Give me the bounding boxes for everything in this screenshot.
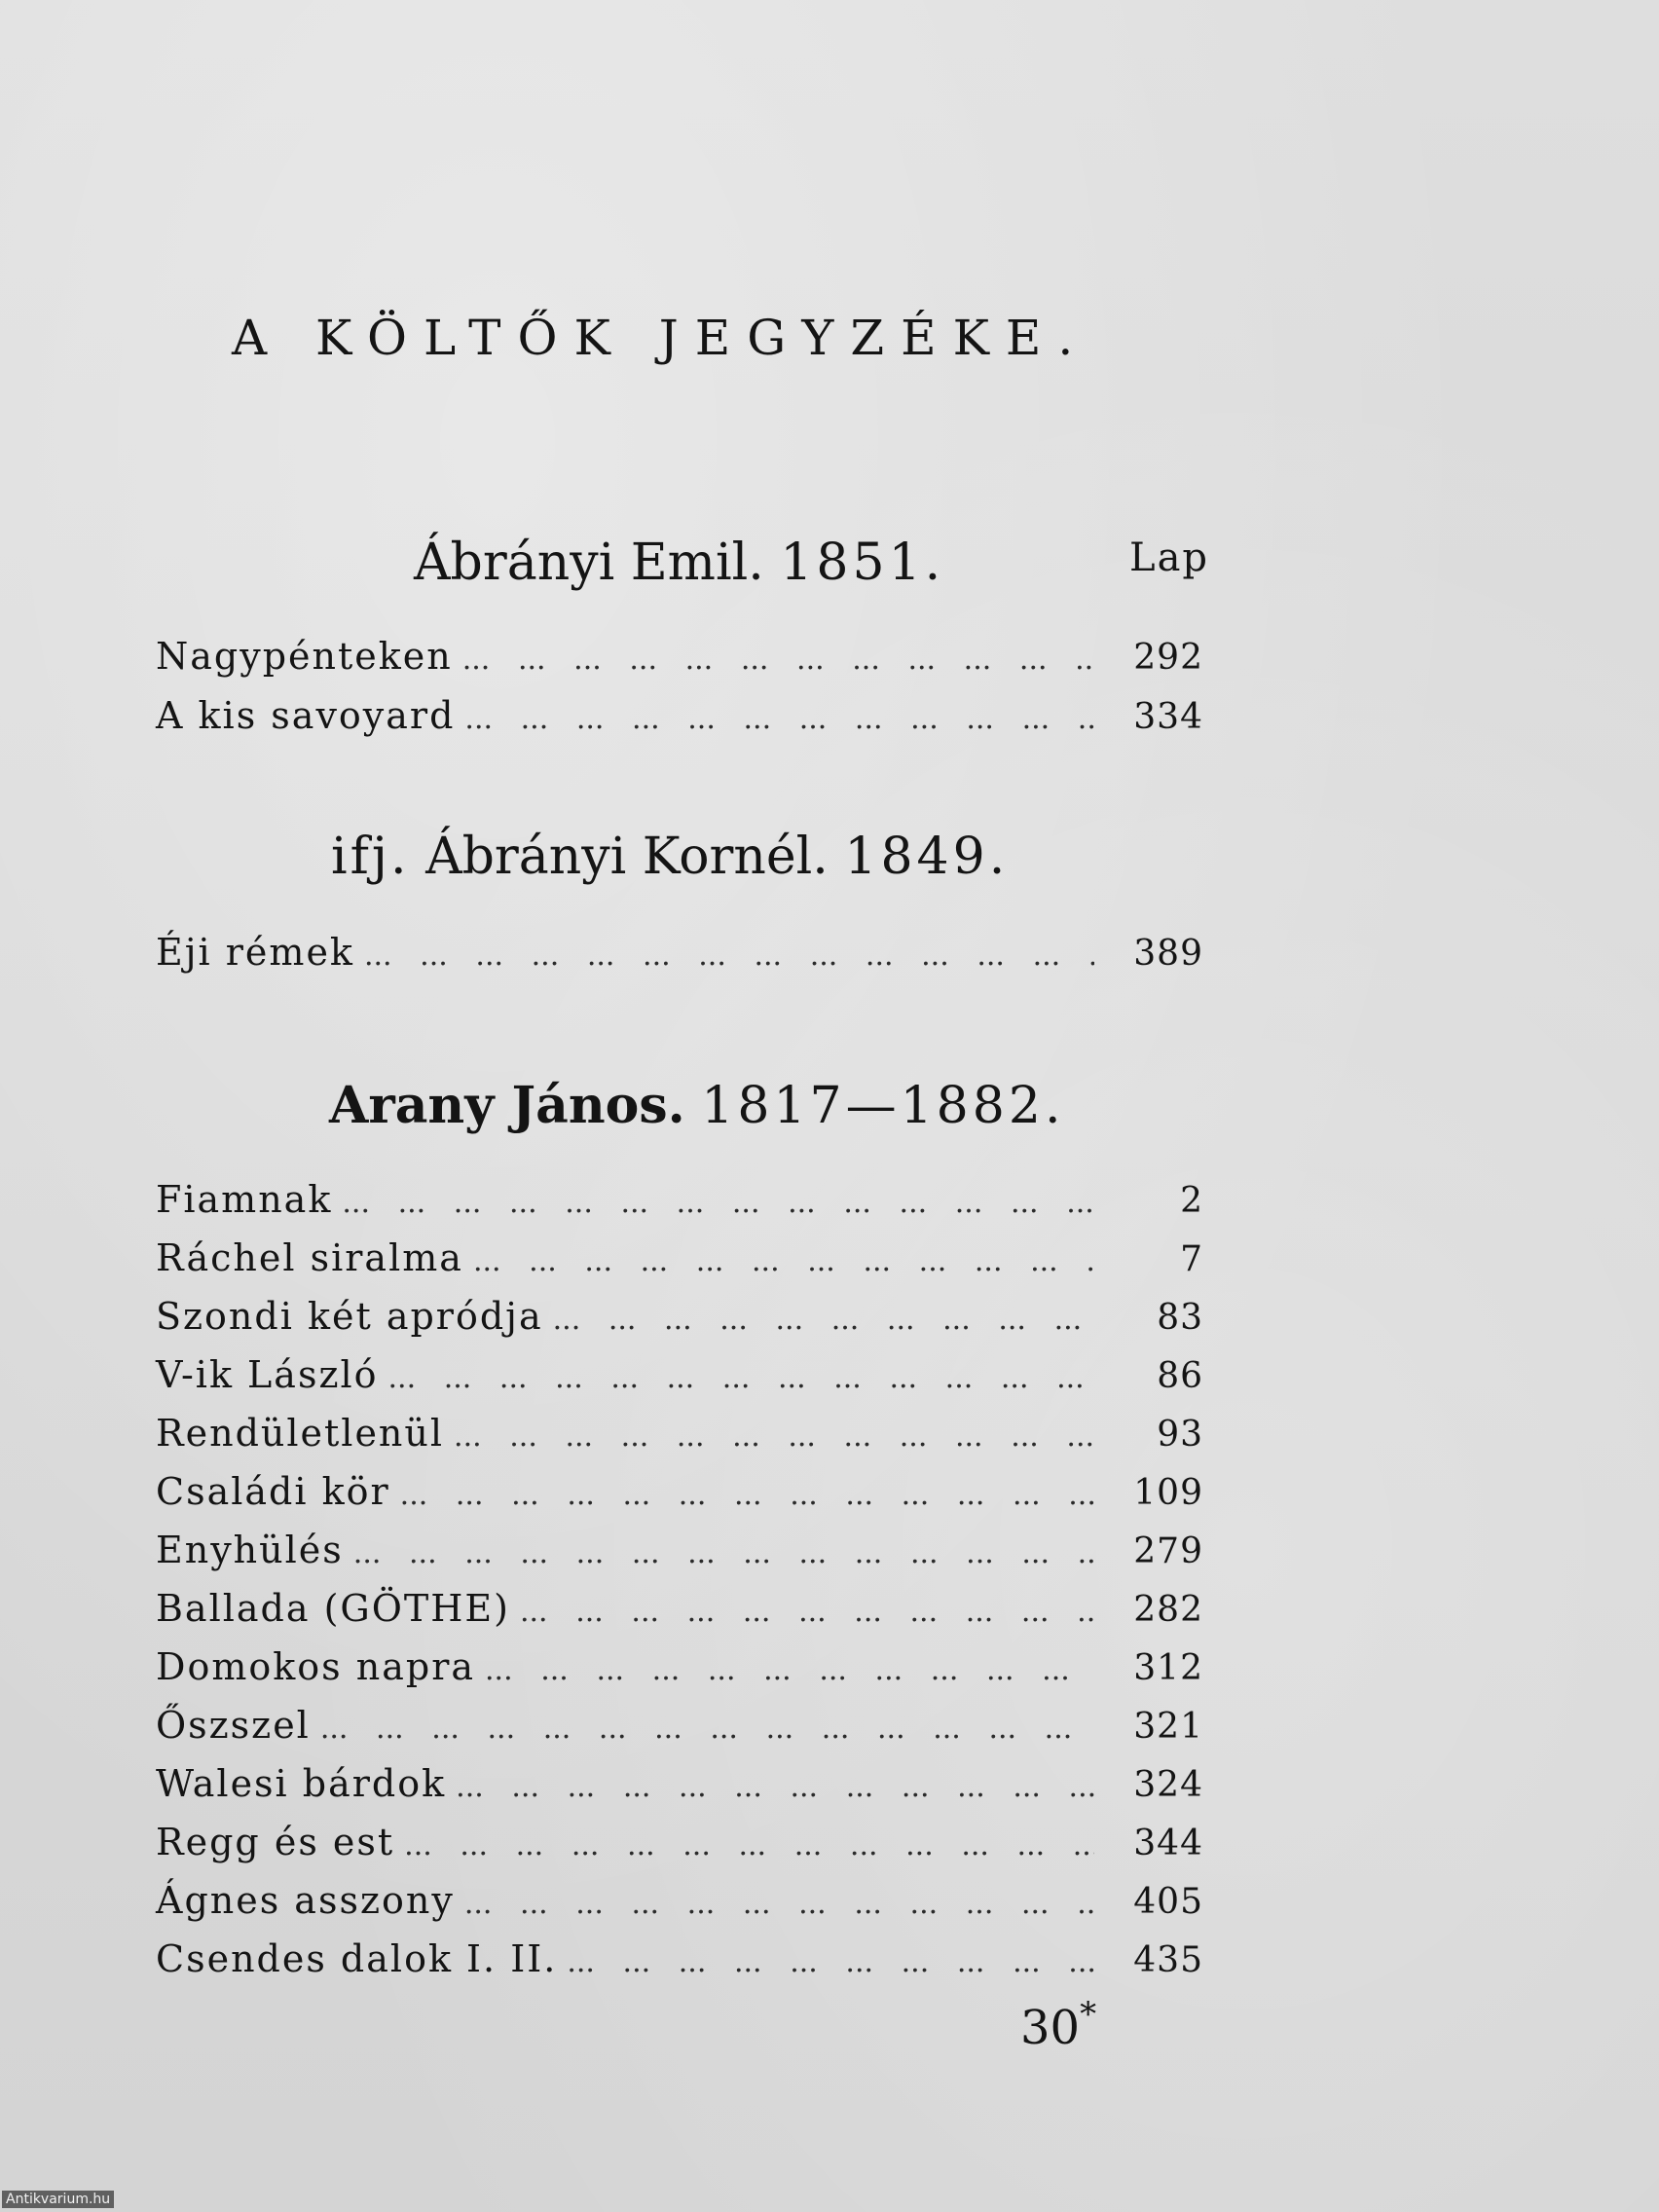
dot-leader [400, 1478, 1094, 1512]
author-name: Arany János. [329, 1076, 685, 1135]
toc-entry [156, 1295, 1203, 1351]
page-title: A KÖLTŐK JEGYZÉKE. [232, 310, 1090, 366]
toc-entry [156, 1236, 1203, 1293]
toc-entry [156, 1821, 1203, 1877]
dot-leader [473, 1244, 1094, 1278]
toc-entry [156, 1587, 1203, 1643]
author-name: Ábrányi Emil. [414, 534, 764, 592]
toc-entry [156, 1762, 1203, 1819]
entry-title: Rendületlenül [156, 1412, 445, 1455]
entry-title: Szondi két apródja [156, 1295, 543, 1338]
entry-title: Családi kör [156, 1470, 390, 1513]
toc-entry [156, 1470, 1203, 1527]
entry-page-number: 344 [1133, 1824, 1203, 1863]
author-years: 1851. [780, 534, 945, 592]
toc-entry [156, 1937, 1203, 1994]
toc-entry [156, 1879, 1203, 1936]
author-years: 1817—1882. [701, 1077, 1065, 1135]
entry-title: Fiamnak [156, 1178, 333, 1221]
toc-entry [156, 1645, 1203, 1702]
entry-page-number: 389 [1133, 934, 1203, 974]
toc-entry [156, 635, 1203, 691]
dot-leader [320, 1712, 1094, 1746]
dot-leader [454, 1419, 1094, 1454]
entry-title: Domokos napra [156, 1645, 476, 1688]
toc-entry [156, 1704, 1203, 1760]
dot-leader [567, 1945, 1094, 1979]
signature-number: 30 [1020, 2001, 1081, 2055]
author-years: 1849. [844, 828, 1010, 886]
entry-title: Enyhülés [156, 1529, 344, 1571]
toc-entry [156, 694, 1203, 751]
dot-leader [553, 1303, 1094, 1337]
entry-title: Walesi bárdok [156, 1762, 447, 1805]
entry-title: A kis savoyard [156, 694, 456, 737]
entry-page-number: 2 [1180, 1181, 1203, 1221]
dot-leader [520, 1595, 1094, 1629]
entry-page-number: 312 [1133, 1648, 1203, 1688]
entry-title: Ágnes asszony [156, 1879, 455, 1922]
dot-leader [404, 1828, 1094, 1862]
dot-leader [342, 1186, 1094, 1220]
entry-title: Regg és est [156, 1821, 395, 1863]
entry-title: Nagypénteken [156, 635, 453, 678]
entry-page-number: 109 [1133, 1473, 1203, 1513]
toc-entry [156, 1353, 1203, 1410]
dot-leader [456, 1770, 1094, 1804]
entry-page-number: 321 [1133, 1707, 1203, 1747]
toc-entry [156, 1529, 1203, 1585]
dot-leader [462, 643, 1094, 677]
entry-page-number: 279 [1133, 1531, 1203, 1571]
dot-leader [464, 702, 1094, 736]
entry-page-number: 83 [1157, 1298, 1203, 1338]
author-heading-arany-janos [329, 1076, 1064, 1135]
entry-title: Ballada (GÖTHE) [156, 1587, 510, 1630]
entry-title: Ráchel siralma [156, 1236, 463, 1279]
toc-entry [156, 1412, 1203, 1468]
entry-page-number: 324 [1133, 1765, 1203, 1805]
author-name: Ábrányi Kornél. [425, 828, 829, 886]
dot-leader [364, 939, 1094, 973]
entry-title: Őszszel [156, 1704, 311, 1747]
entry-page-number: 282 [1133, 1590, 1203, 1630]
toc-entry [156, 931, 1203, 987]
entry-title: Éji rémek [156, 931, 354, 974]
entry-page-number: 7 [1180, 1239, 1203, 1279]
watermark: Antikvarium.hu [2, 2191, 114, 2208]
entry-page-number: 334 [1133, 697, 1203, 737]
entry-page-number: 405 [1133, 1882, 1203, 1922]
signature-mark [1020, 1995, 1097, 2055]
page-column-label: Lap [1129, 535, 1210, 580]
entry-title: Csendes dalok I. II. [156, 1937, 558, 1980]
entry-title: V-ik László [156, 1353, 379, 1396]
signature-star: * [1080, 1995, 1097, 2034]
entry-page-number: 435 [1133, 1940, 1203, 1980]
author-heading-abranyi-kornel [331, 828, 1009, 886]
toc-entry [156, 1178, 1203, 1235]
dot-leader [388, 1361, 1095, 1395]
author-prefix: ifj. [331, 828, 410, 886]
entry-page-number: 86 [1157, 1356, 1203, 1396]
dot-leader [353, 1536, 1094, 1570]
entry-page-number: 93 [1157, 1415, 1203, 1455]
author-heading-abranyi-emil [414, 534, 944, 592]
dot-leader [485, 1653, 1094, 1687]
entry-page-number: 292 [1133, 638, 1203, 678]
dot-leader [464, 1887, 1094, 1921]
